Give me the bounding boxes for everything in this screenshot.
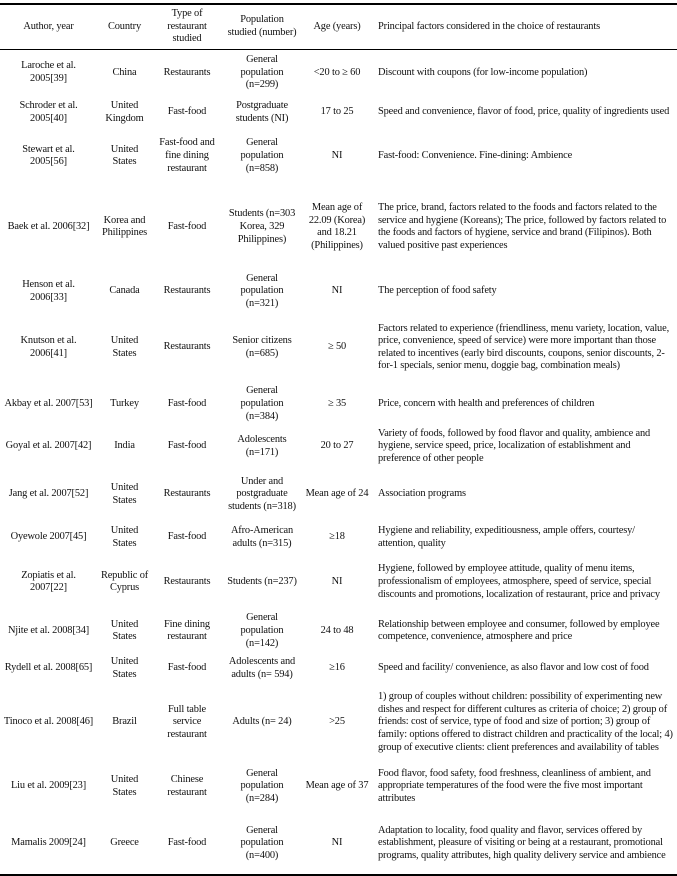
cell-age: >25 (329, 716, 345, 728)
cell-type: Restaurants (163, 575, 211, 587)
header-population: Population studied (number) (227, 14, 297, 38)
table-row (0, 425, 677, 468)
cell-type: Restaurants (163, 285, 211, 297)
cell-author: Liu et al. 2009[23] (10, 780, 87, 792)
cell-population: General population (n=299) (240, 54, 284, 91)
table-row (0, 271, 677, 312)
cell-author: Baek et al. 2006[32] (7, 220, 90, 232)
table-row (0, 183, 677, 271)
cell-population: Postgraduate students (NI) (235, 100, 289, 124)
table-row (0, 610, 677, 652)
cell-factors: Hygiene, followed by employee attitude, quality of menu items, professionalism of employees, atmosphere, speed of service, special discounts and promotions, localization of restaurant, price and privacy (378, 563, 660, 600)
cell-age: Mean age of 22.09 (Korea) and 18.21 (Philippines) (308, 202, 366, 251)
cell-country: United States (110, 143, 139, 168)
cell-age: ≥16 (329, 662, 345, 674)
cell-population: General population (n=384) (240, 385, 284, 422)
header-author: Author, year (23, 20, 74, 32)
cell-population: Students (n=237) (227, 575, 297, 587)
cell-population: Students (n=303 Korea, 329 Philippines) (228, 208, 296, 245)
cell-country: India (114, 440, 135, 452)
table-row (0, 652, 677, 685)
cell-population: Afro-American adults (n=315) (230, 525, 294, 549)
table-row (0, 685, 677, 760)
cell-author: Laroche et al. 2005[39] (21, 60, 76, 85)
table-row (0, 468, 677, 521)
cell-author: Akbay et al. 2007[53] (4, 397, 93, 409)
cell-type: Fast-food (167, 837, 207, 849)
cell-factors: Price, concern with health and preferences of children (378, 397, 595, 409)
cell-author: Oyewole 2007[45] (10, 531, 87, 543)
cell-age: NI (331, 285, 343, 297)
cell-population: Adolescents (n=171) (237, 434, 287, 458)
cell-type: Restaurants (163, 66, 211, 78)
cell-country: China (112, 66, 137, 78)
cell-type: Fast-food (167, 440, 207, 452)
cell-population: Senior citizens (n=685) (232, 335, 292, 359)
cell-author: Jang et al. 2007[52] (8, 488, 89, 500)
cell-age: Mean age of 24 (305, 488, 369, 500)
header-row (0, 4, 677, 49)
cell-type: Fast-food (167, 531, 207, 543)
cell-author: Mamalis 2009[24] (11, 837, 86, 849)
restaurant-studies-table (0, 3, 677, 876)
cell-country: United States (110, 482, 139, 506)
cell-population: General population (n=321) (240, 272, 284, 310)
cell-factors: Adaptation to locality, food quality and flavor, services offered by establishment, pleasure of visiting or being at a restaurant, promotional programs, quality attributes, high quality delivery service and ambience (378, 824, 666, 862)
cell-age: <20 to ≥ 60 (313, 66, 361, 78)
cell-population: General population (n=284) (240, 767, 284, 805)
cell-country: Turkey (110, 397, 139, 409)
cell-factors: 1) group of couples without children: possibility of experimenting new dishes and respect for different cultures as criteria of choice; 2) group of friends: cost of service, type of food and size of portion; 3) group of family: options offered to distract children and practicality of the local; 4) group of executive clients: client preferences and availability of tables (378, 691, 673, 753)
cell-age: NI (331, 149, 343, 161)
header-type: Type of restaurant studied (167, 8, 207, 45)
cell-type: Chinese restaurant (167, 774, 207, 798)
table-row (0, 554, 677, 610)
table-header (0, 4, 677, 49)
cell-factors: Speed and facility/ convenience, as also flavor and low cost of food (378, 662, 649, 674)
cell-author: Njite et al. 2008[34] (7, 624, 90, 636)
cell-age: ≥ 50 (327, 341, 347, 353)
cell-country: United States (110, 774, 139, 798)
header-age: Age (years) (313, 20, 361, 32)
cell-country: United States (110, 656, 139, 680)
cell-population: General population (n=142) (240, 612, 284, 649)
table-row (0, 312, 677, 383)
cell-country: Republic of Cyprus (100, 569, 149, 594)
table-row (0, 49, 677, 96)
cell-type: Restaurants (163, 488, 211, 500)
cell-author: Knutson et al. 2006[41] (20, 335, 77, 359)
cell-author: Goyal et al. 2007[42] (5, 440, 92, 452)
cell-age: NI (331, 837, 343, 849)
cell-factors: Fast-food: Convenience. Fine-dining: Ambience (378, 149, 573, 161)
cell-age: 20 to 27 (320, 440, 354, 452)
cell-age: 17 to 25 (320, 106, 354, 118)
cell-type: Restaurants (163, 341, 211, 353)
cell-factors: Discount with coupons (for low-income population) (378, 66, 588, 78)
cell-factors: Factors related to experience (friendliness, menu variety, location, value, price, convenience, speed of service) were more important than those related to incentives (early bird discounts, coupons, senior discounts, 2-for-1 specials, senior menu, doggie bag, combination meals) (378, 322, 670, 372)
cell-country: United States (110, 525, 139, 549)
cell-country: United Kingdom (105, 100, 144, 124)
cell-factors: Hygiene and reliability, expeditiousness, ample offers, courtesy/ attention, quality (378, 525, 635, 549)
cell-factors: The price, brand, factors related to the foods and factors related to the service and hygiene (Koreans); The price, followed by factors related to the foods and factors of hygiene, service and brand (Filipinos). Both valued positive past experiences (378, 202, 667, 251)
table-row (0, 521, 677, 554)
cell-author: Rydell et al. 2008[65] (4, 662, 93, 674)
cell-population: General population (n=858) (240, 137, 284, 174)
table-row (0, 129, 677, 183)
cell-age: ≥ 35 (327, 397, 347, 409)
table-row (0, 96, 677, 129)
header-factors: Principal factors considered in the choice of restaurants (378, 20, 600, 32)
cell-country: Canada (109, 285, 140, 297)
cell-type: Full table service restaurant (167, 703, 207, 741)
cell-population: Under and postgraduate students (n=318) (228, 475, 296, 513)
cell-factors: Variety of foods, followed by food flavor and quality, ambience and hygiene, service speed, price, localization of establishment and preference of other people (378, 427, 651, 465)
cell-factors: Speed and convenience, flavor of food, price, quality of ingredients used (378, 106, 670, 118)
cell-country: United States (110, 335, 139, 359)
cell-population: Adults (n= 24) (232, 716, 292, 728)
cell-type: Fast-food (167, 397, 207, 409)
cell-type: Fast-food (167, 220, 207, 232)
cell-population: General population (n=400) (240, 824, 284, 862)
cell-type: Fast-food and fine dining restaurant (159, 137, 215, 174)
cell-author: Schroder et al. 2005[40] (19, 100, 78, 124)
table-body (0, 49, 677, 875)
header-country: Country (107, 20, 141, 32)
cell-factors: Association programs (378, 488, 466, 500)
cell-age: Mean age of 37 (305, 780, 369, 792)
cell-type: Fine dining restaurant (164, 618, 210, 643)
cell-author: Zopiatis et al. 2007[22] (21, 569, 76, 594)
cell-age: NI (331, 575, 343, 587)
cell-country: Greece (110, 837, 139, 849)
cell-country: Brazil (112, 716, 137, 728)
cell-country: Korea and Philippines (101, 214, 148, 239)
cell-factors: Relationship between employee and consumer, followed by employee competence, convenience, atmosphere and price (378, 618, 660, 643)
table-row (0, 383, 677, 425)
cell-author: Tinoco et al. 2008[46] (3, 716, 94, 728)
table-row (0, 813, 677, 875)
cell-author: Henson et al. 2006[33] (22, 279, 75, 303)
cell-age: 24 to 48 (320, 624, 354, 636)
cell-population: Adolescents and adults (n= 594) (228, 656, 296, 680)
cell-type: Fast-food (167, 662, 207, 674)
cell-age: ≥18 (329, 531, 345, 543)
cell-type: Fast-food (167, 106, 207, 118)
table-row (0, 760, 677, 813)
cell-author: Stewart et al. 2005[56] (22, 143, 75, 168)
cell-factors: Food flavor, food safety, food freshness, cleanliness of ambient, and appropriate temperatures of the food were the five most important attributes (378, 767, 651, 805)
cell-factors: The perception of food safety (378, 285, 497, 297)
cell-country: United States (110, 618, 139, 643)
